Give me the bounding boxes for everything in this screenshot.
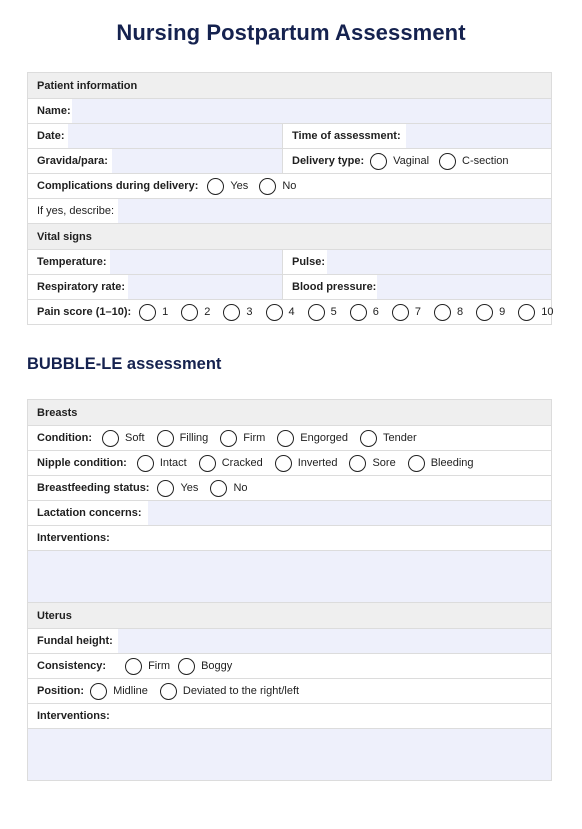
bubble-le-heading: BUBBLE-LE assessment — [27, 355, 222, 373]
pain-option-7[interactable]: 7 — [392, 304, 421, 321]
page-title: Nursing Postpartum Assessment — [116, 20, 466, 45]
pulse-field[interactable] — [283, 250, 552, 275]
radio-icon[interactable] — [220, 430, 237, 447]
pulse-label: Pulse: — [292, 256, 326, 268]
nipple-condition-row — [28, 451, 552, 476]
breasts-heading: Breasts — [28, 400, 552, 426]
radio-icon[interactable] — [210, 480, 227, 497]
bf-label: Breastfeeding status: — [37, 482, 150, 494]
radio-icon[interactable] — [259, 178, 276, 195]
time-field[interactable] — [283, 124, 552, 149]
delivery-option-vaginal[interactable]: Vaginal — [370, 153, 429, 170]
name-field[interactable] — [28, 99, 552, 124]
radio-icon[interactable] — [181, 304, 198, 321]
temperature-field[interactable] — [28, 250, 283, 275]
describe-field[interactable] — [28, 199, 552, 224]
radio-icon[interactable] — [207, 178, 224, 195]
radio-icon[interactable] — [178, 658, 195, 675]
radio-icon[interactable] — [157, 430, 174, 447]
resp-rate-field[interactable] — [28, 275, 283, 300]
nipple-option-intact[interactable]: Intact — [137, 455, 187, 472]
radio-icon[interactable] — [476, 304, 493, 321]
radio-icon[interactable] — [350, 304, 367, 321]
radio-icon[interactable] — [360, 430, 377, 447]
breast-interventions-label-row — [28, 526, 552, 551]
fundal-height-field[interactable] — [28, 629, 552, 654]
radio-icon[interactable] — [139, 304, 156, 321]
radio-icon[interactable] — [102, 430, 119, 447]
breast-interventions-field[interactable] — [28, 551, 552, 603]
delivery-type-row — [283, 149, 552, 174]
bf-option-yes[interactable]: Yes — [157, 480, 198, 497]
complications-option-yes[interactable]: Yes — [207, 178, 248, 195]
name-label: Name: — [37, 105, 71, 117]
condition-option-soft[interactable]: Soft — [102, 430, 145, 447]
condition-option-engorged[interactable]: Engorged — [277, 430, 348, 447]
pain-option-6[interactable]: 6 — [350, 304, 379, 321]
condition-option-firm[interactable]: Firm — [220, 430, 265, 447]
radio-icon[interactable] — [199, 455, 216, 472]
radio-icon[interactable] — [308, 304, 325, 321]
pain-option-5[interactable]: 5 — [308, 304, 337, 321]
position-option-deviated[interactable]: Deviated to the right/left — [160, 683, 299, 700]
breastfeeding-row — [28, 476, 552, 501]
date-field[interactable] — [28, 124, 283, 149]
pain-score-row — [28, 300, 552, 325]
radio-icon[interactable] — [160, 683, 177, 700]
position-row — [28, 679, 552, 704]
consistency-label: Consistency: — [37, 660, 107, 672]
radio-icon[interactable] — [349, 455, 366, 472]
uterus-interventions-label-row — [28, 704, 552, 729]
radio-icon[interactable] — [157, 480, 174, 497]
date-label: Date: — [37, 130, 65, 142]
lactation-label: Lactation concerns: — [37, 507, 142, 519]
bp-field[interactable] — [283, 275, 552, 300]
complications-label: Complications during delivery: — [37, 180, 199, 192]
condition-label: Condition: — [37, 432, 92, 444]
breast-condition-row — [28, 426, 552, 451]
consistency-option-boggy[interactable]: Boggy — [178, 658, 232, 675]
pain-option-1[interactable]: 1 — [139, 304, 168, 321]
nipple-option-bleeding[interactable]: Bleeding — [408, 455, 474, 472]
describe-label: If yes, describe: — [37, 205, 115, 217]
consistency-row — [28, 654, 552, 679]
radio-icon[interactable] — [277, 430, 294, 447]
complications-row — [28, 174, 552, 199]
radio-icon[interactable] — [434, 304, 451, 321]
radio-icon[interactable] — [439, 153, 456, 170]
radio-icon[interactable] — [408, 455, 425, 472]
nipple-option-cracked[interactable]: Cracked — [199, 455, 263, 472]
pain-option-10[interactable]: 10 — [518, 304, 553, 321]
delivery-option-csection[interactable]: C-section — [439, 153, 508, 170]
radio-icon[interactable] — [137, 455, 154, 472]
fundal-label: Fundal height: — [37, 635, 113, 647]
nipple-option-inverted[interactable]: Inverted — [275, 455, 338, 472]
position-option-midline[interactable]: Midline — [90, 683, 148, 700]
condition-option-filling[interactable]: Filling — [157, 430, 209, 447]
radio-icon[interactable] — [370, 153, 387, 170]
complications-option-no[interactable]: No — [259, 178, 296, 195]
uterus-interventions-label: Interventions: — [37, 710, 110, 722]
consistency-option-firm[interactable]: Firm — [125, 658, 170, 675]
radio-icon[interactable] — [266, 304, 283, 321]
lactation-field[interactable] — [28, 501, 552, 526]
time-label: Time of assessment: — [292, 130, 401, 142]
bp-label: Blood pressure: — [292, 281, 377, 293]
pain-option-8[interactable]: 8 — [434, 304, 463, 321]
bubble-le-table — [27, 399, 552, 781]
resp-label: Respiratory rate: — [37, 281, 126, 293]
position-label: Position: — [37, 685, 85, 697]
patient-info-heading: Patient information — [28, 73, 552, 99]
pain-label: Pain score (1–10): — [37, 306, 132, 318]
condition-option-tender[interactable]: Tender — [360, 430, 417, 447]
radio-icon[interactable] — [90, 683, 107, 700]
delivery-label: Delivery type: — [292, 155, 365, 167]
breast-interventions-label: Interventions: — [37, 532, 110, 544]
pain-option-3[interactable]: 3 — [223, 304, 252, 321]
radio-icon[interactable] — [125, 658, 142, 675]
uterus-interventions-field[interactable] — [28, 729, 552, 781]
bf-option-no[interactable]: No — [210, 480, 247, 497]
radio-icon[interactable] — [518, 304, 535, 321]
pain-option-4[interactable]: 4 — [266, 304, 295, 321]
radio-icon[interactable] — [275, 455, 292, 472]
gravida-field[interactable] — [28, 149, 283, 174]
nipple-option-sore[interactable]: Sore — [349, 455, 395, 472]
uterus-heading: Uterus — [28, 603, 552, 629]
pain-option-2[interactable]: 2 — [181, 304, 210, 321]
vitals-heading: Vital signs — [28, 224, 552, 250]
temperature-label: Temperature: — [37, 256, 107, 268]
radio-icon[interactable] — [392, 304, 409, 321]
gravida-label: Gravida/para: — [37, 155, 108, 167]
patient-info-table — [27, 72, 552, 325]
radio-icon[interactable] — [223, 304, 240, 321]
nipple-label: Nipple condition: — [37, 457, 127, 469]
pain-option-9[interactable]: 9 — [476, 304, 505, 321]
